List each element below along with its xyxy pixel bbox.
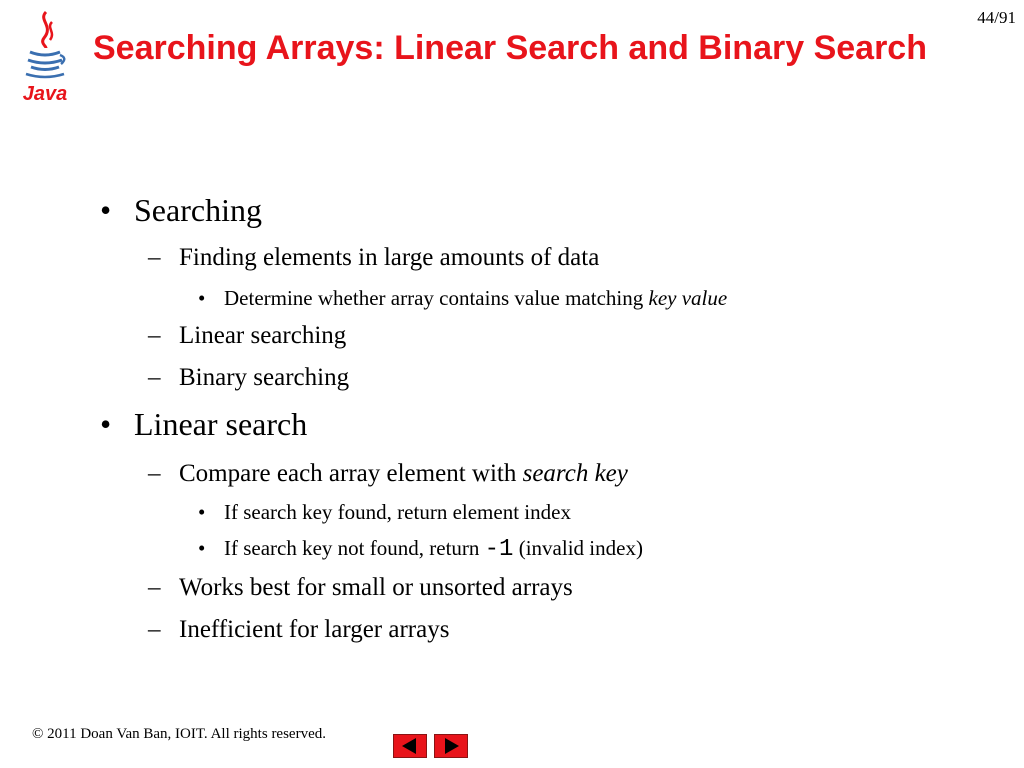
bullet-text: (invalid index) [513,536,643,560]
bullet-text: If search key found, return element index [224,500,571,524]
bullet-marker: • [198,500,206,524]
bullet-marker: • [100,406,112,442]
bullet-text: Determine whether array contains value matching [224,286,649,310]
dash-marker: – [148,322,161,349]
list-item [100,192,262,229]
copyright-text: 2011 Doan Van Ban, IOIT. All rights reserved. [43,726,326,742]
bullet-marker: • [198,286,206,310]
list-item [198,536,643,563]
copyright-symbol: © [32,726,44,742]
previous-slide-button[interactable] [393,734,427,758]
emphasis-text: key value [648,286,728,310]
page-title: Searching Arrays: Linear Search and Binary Search [93,29,927,67]
bullet-text: Inefficient for larger arrays [179,616,450,643]
list-item [148,616,449,644]
list-item [198,286,727,311]
bullet-text: Works best for small or unsorted arrays [179,574,573,601]
dash-marker: – [148,616,161,643]
list-item [148,244,599,272]
list-item [100,406,307,443]
bullet-text: Linear searching [179,322,347,349]
emphasis-text: search key [522,460,628,487]
list-item [148,322,346,350]
list-item [148,574,573,602]
copyright-footer [32,726,326,743]
list-item [148,364,349,392]
dash-marker: – [148,244,161,271]
arrow-right-icon [435,735,467,757]
java-logo-text: Java [22,83,68,104]
bullet-text: Linear search [134,406,308,442]
bullet-text: Finding elements in large amounts of data [179,244,600,271]
bullet-text: If search key not found, return [224,536,485,560]
code-text: -1 [484,536,514,563]
bullet-text: Compare each array element with [179,460,523,487]
list-item [198,500,571,525]
bullet-text: Binary searching [179,364,350,391]
bullet-marker: • [100,192,112,228]
bullet-marker: • [198,536,206,560]
dash-marker: – [148,574,161,601]
slide-number: 44/91 [977,8,1016,27]
dash-marker: – [148,460,161,487]
dash-marker: – [148,364,161,391]
list-item [148,460,628,488]
next-slide-button[interactable] [434,734,468,758]
bullet-text: Searching [134,192,262,228]
arrow-left-icon [394,735,426,757]
